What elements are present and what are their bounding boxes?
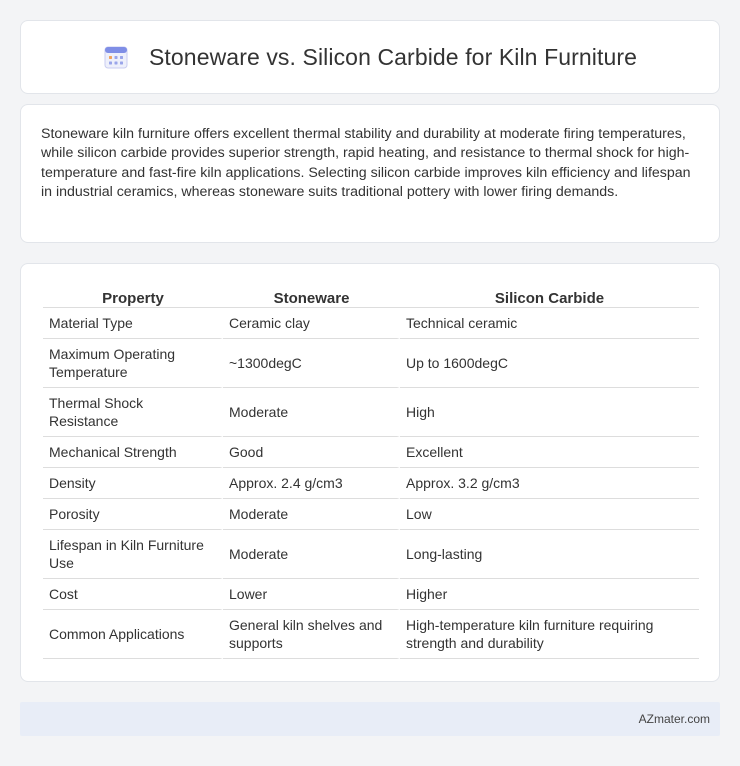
table-cell: Technical ceramic bbox=[400, 308, 699, 339]
table-cell: Moderate bbox=[223, 388, 400, 437]
table-cell: Approx. 2.4 g/cm3 bbox=[223, 468, 400, 499]
table-cell: Lower bbox=[223, 579, 400, 610]
column-header-silicon-carbide: Silicon Carbide bbox=[400, 284, 699, 308]
table-cell: Ceramic clay bbox=[223, 308, 400, 339]
table-row bbox=[43, 468, 699, 499]
table-cell: General kiln shelves and supports bbox=[223, 610, 400, 659]
table-row bbox=[43, 308, 699, 339]
table-cell: High-temperature kiln furniture requiring strength and durability bbox=[400, 610, 699, 659]
table-cell: Maximum Operating Temperature bbox=[43, 339, 223, 388]
table-cell: Material Type bbox=[43, 308, 223, 339]
footer-bar bbox=[20, 702, 720, 736]
table-cell: Thermal Shock Resistance bbox=[43, 388, 223, 437]
table-cell: Approx. 3.2 g/cm3 bbox=[400, 468, 699, 499]
table-row bbox=[43, 610, 699, 659]
footer-brand: AZmater.com bbox=[638, 712, 710, 726]
calendar-icon bbox=[103, 44, 129, 70]
comparison-table bbox=[43, 284, 699, 659]
table-cell: High bbox=[400, 388, 699, 437]
comparison-table-card bbox=[20, 263, 720, 682]
table-cell: Higher bbox=[400, 579, 699, 610]
table-header-row bbox=[43, 284, 699, 308]
table-row bbox=[43, 579, 699, 610]
table-cell: Mechanical Strength bbox=[43, 437, 223, 468]
table-cell: Excellent bbox=[400, 437, 699, 468]
table-row bbox=[43, 437, 699, 468]
column-header-property: Property bbox=[43, 284, 223, 308]
table-cell: Up to 1600degC bbox=[400, 339, 699, 388]
table-cell: Low bbox=[400, 499, 699, 530]
page-title: Stoneware vs. Silicon Carbide for Kiln Furniture bbox=[148, 43, 637, 70]
table-row bbox=[43, 530, 699, 579]
table-cell: Good bbox=[223, 437, 400, 468]
table-cell: Porosity bbox=[43, 499, 223, 530]
table-cell: Common Applications bbox=[43, 610, 223, 659]
table-cell: Moderate bbox=[223, 499, 400, 530]
column-header-stoneware: Stoneware bbox=[223, 284, 400, 308]
table-row bbox=[43, 388, 699, 437]
table-row bbox=[43, 339, 699, 388]
table-cell: Density bbox=[43, 468, 223, 499]
table-cell: ~1300degC bbox=[223, 339, 400, 388]
description-card bbox=[20, 104, 720, 243]
title-card bbox=[20, 20, 720, 94]
table-cell: Lifespan in Kiln Furniture Use bbox=[43, 530, 223, 579]
table-cell: Long-lasting bbox=[400, 530, 699, 579]
table-cell: Moderate bbox=[223, 530, 400, 579]
table-cell: Cost bbox=[43, 579, 223, 610]
table-row bbox=[43, 499, 699, 530]
description-text: Stoneware kiln furniture offers excellent thermal stability and durability at moderate firing temperatures, while silicon carbide provides superior strength, rapid heating, and resistance to thermal shock for high-temperature and fast-fire kiln applications. Selecting silicon carbide improves kiln efficiency and lifespan in industrial ceramics, whereas stoneware suits traditional pottery with lower firing demands. bbox=[41, 126, 691, 201]
